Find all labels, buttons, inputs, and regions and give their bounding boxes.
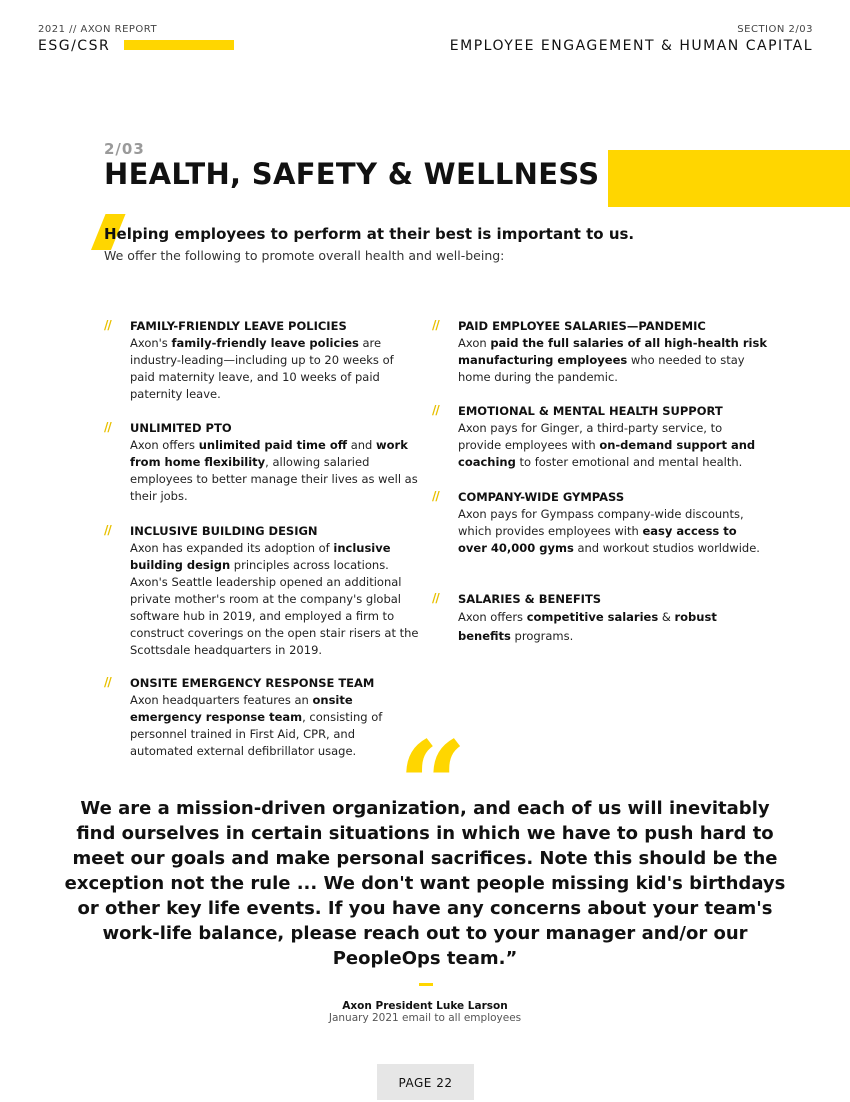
item-body: Axon pays for Ginger, a third-party service, to provide employees with on-demand support and coaching to foster emotional and mental health. <box>458 421 756 469</box>
item-emotional-mental-health <box>432 403 763 471</box>
double-slash-icon: // <box>432 318 439 332</box>
quote-divider <box>419 983 433 986</box>
header-accent-bar <box>124 40 234 50</box>
page-title: HEALTH, SAFETY & WELLNESS <box>104 157 600 191</box>
section-label: SECTION 2/03 <box>737 24 813 35</box>
item-inclusive-design <box>104 523 422 659</box>
item-body: Axon offers unlimited paid time off and work from home flexibility, allowing salaried employees to better manage their lives as well as their jobs. <box>130 438 418 503</box>
item-title: PAID EMPLOYEE SALARIES—PANDEMIC <box>458 319 706 333</box>
item-title: INCLUSIVE BUILDING DESIGN <box>130 524 318 538</box>
double-slash-icon: // <box>104 523 111 537</box>
item-body: Axon paid the full salaries of all high-health risk manufacturing employees who needed to stay home during the pandemic. <box>458 336 767 384</box>
report-category: ESG/CSR <box>38 38 111 54</box>
item-paid-salaries-pandemic <box>432 318 768 386</box>
double-slash-icon: // <box>104 318 111 332</box>
double-slash-icon: // <box>104 420 111 434</box>
double-slash-icon: // <box>432 489 439 503</box>
quote-attribution: Axon President Luke Larson <box>342 1000 508 1012</box>
section-number: 2/03 <box>104 140 145 158</box>
double-slash-icon: // <box>432 591 439 605</box>
double-slash-icon: // <box>104 675 111 689</box>
intro-subtext: We offer the following to promote overall health and well-being: <box>104 248 505 263</box>
item-title: EMOTIONAL & MENTAL HEALTH SUPPORT <box>458 404 723 418</box>
item-title: ONSITE EMERGENCY RESPONSE TEAM <box>130 676 375 690</box>
item-body: Axon has expanded its adoption of inclusive building design principles across locations. Axon's Seattle leadership opened an additional private mother's room at the company's global software hub in 2019, and employed a firm to construct coverings on the open stair risers at the Scottsdale headquarters in 2019. <box>130 541 419 657</box>
intro-heading: Helping employees to perform at their best is important to us. <box>104 225 635 243</box>
quote-mark-icon: “ <box>398 715 468 856</box>
item-title: COMPANY-WIDE GYMPASS <box>458 490 625 504</box>
item-gympass <box>432 489 768 557</box>
item-family-leave <box>104 318 420 403</box>
item-body: Axon offers competitive salaries & robust benefits programs. <box>458 610 717 643</box>
item-body: Axon's family-friendly leave policies are industry-leading—including up to 20 weeks of paid maternity leave, and 10 weeks of paid paternity leave. <box>130 336 394 401</box>
section-name: EMPLOYEE ENGAGEMENT & HUMAN CAPITAL <box>449 38 813 54</box>
double-slash-icon: // <box>432 403 439 417</box>
item-title: UNLIMITED PTO <box>130 421 232 435</box>
item-onsite-emergency <box>104 675 400 760</box>
item-body: Axon pays for Gympass company-wide discounts, which provides employees with easy access to over 40,000 gyms and workout studios worldwide. <box>458 507 760 555</box>
pull-quote: We are a mission-driven organization, and each of us will inevitably find ourselves in certain situations in which we have to push hard to meet our goals and make personal sacrifices. Note this should be the exception not the rule ... We don't want people missing kid's birthdays or other key life events. If you have any concerns about your team's work-life balance, please reach out to your manager and/or our PeopleOps team.” <box>64 798 786 969</box>
quote-source: January 2021 email to all employees <box>328 1012 522 1024</box>
page-number: PAGE 22 <box>377 1064 474 1100</box>
item-title: SALARIES & BENEFITS <box>458 592 602 606</box>
report-label: 2021 // AXON REPORT <box>38 24 158 35</box>
title-accent-block <box>608 150 850 207</box>
item-title: FAMILY-FRIENDLY LEAVE POLICIES <box>130 319 347 333</box>
item-salaries-benefits <box>432 591 748 646</box>
item-body: Axon headquarters features an onsite emergency response team, consisting of personnel trained in First Aid, CPR, and automated external defibrillator usage. <box>130 693 383 758</box>
item-unlimited-pto <box>104 420 420 505</box>
